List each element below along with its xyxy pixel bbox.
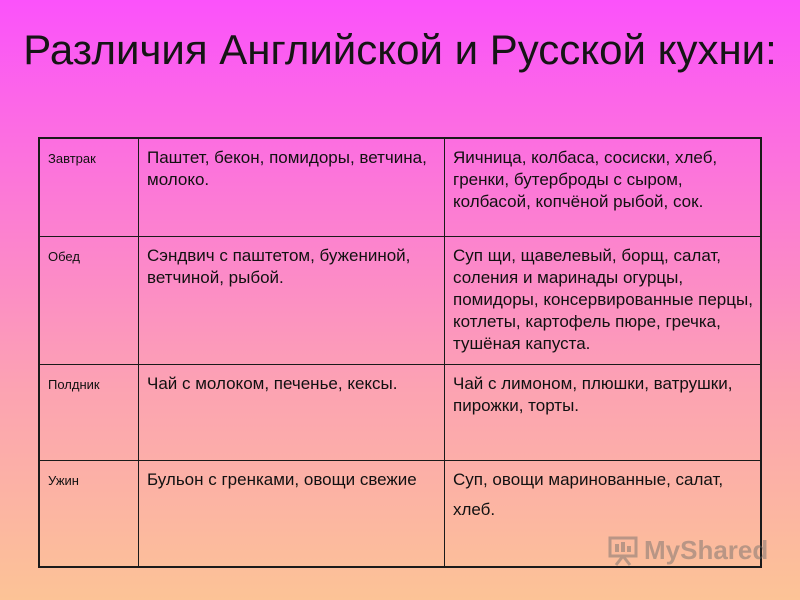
russian-cuisine-line: Суп, овощи маринованные, салат, [453, 469, 724, 489]
cuisine-comparison-table [38, 137, 762, 568]
watermark-text: MyShared [644, 535, 769, 565]
russian-cuisine-cell: Суп щи, щавелевый, борщ, салат, соления и маринады огурцы, помидоры, консервированные перцы, котлеты, картофель пюре, гречка, тушёная капуста. [445, 236, 762, 364]
english-cuisine-cell: Бульон с гренками, овощи свежие [139, 460, 445, 567]
table-row-lunch [39, 236, 761, 364]
table-row-breakfast [39, 138, 761, 236]
table-row-afternoon-tea [39, 364, 761, 460]
meal-label: Обед [39, 236, 139, 364]
meal-label: Ужин [39, 460, 139, 567]
presentation-board-icon [606, 536, 640, 566]
watermark [606, 535, 768, 566]
meal-label: Полдник [39, 364, 139, 460]
meal-label: Завтрак [39, 138, 139, 236]
english-cuisine-cell: Чай с молоком, печенье, кексы. [139, 364, 445, 460]
english-cuisine-cell: Сэндвич с паштетом, бужениной, ветчиной, рыбой. [139, 236, 445, 364]
slide-title: Различия Английской и Русской кухни: [23, 26, 777, 73]
russian-cuisine-cell: Чай с лимоном, плюшки, ватрушки, пирожки, торты. [445, 364, 762, 460]
russian-cuisine-line: хлеб. [453, 499, 496, 519]
russian-cuisine-cell: Яичница, колбаса, сосиски, хлеб, гренки, бутерброды с сыром, колбасой, копчёной рыбой, сок. [445, 138, 762, 236]
english-cuisine-cell: Паштет, бекон, помидоры, ветчина, молоко. [139, 138, 445, 236]
